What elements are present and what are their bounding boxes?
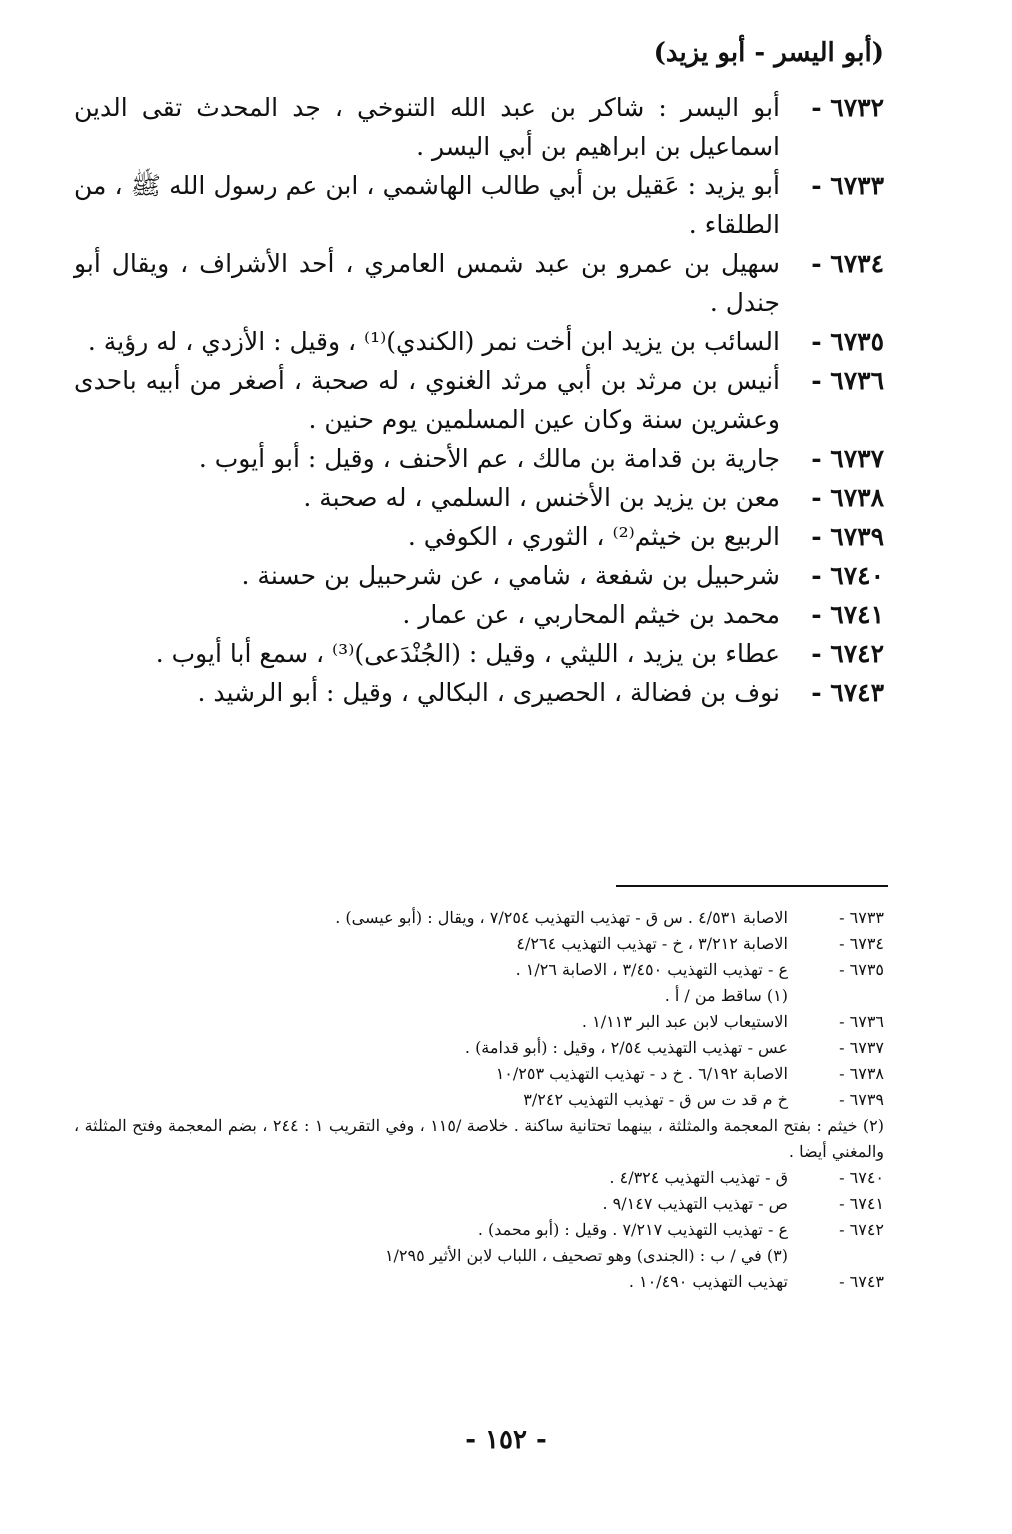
note-number: ٦٧٣٣ -	[839, 908, 884, 927]
entry-number: ٦٧٣٨ -	[811, 483, 884, 512]
footnote: (١) ساقط من / أ .	[664, 986, 788, 1005]
note-number: ٦٧٤٣ -	[839, 1272, 884, 1291]
note	[74, 1165, 884, 1191]
entry-number: ٦٧٤١ -	[811, 600, 884, 629]
note	[74, 1035, 884, 1061]
note	[74, 1061, 884, 1087]
entry-number: ٦٧٣٤ -	[811, 249, 884, 278]
note-text: خ م قد ت س ق - تهذيب التهذيب ٣/٢٤٢	[523, 1090, 788, 1109]
entry	[74, 88, 884, 166]
entry	[74, 166, 884, 244]
entry-number: ٦٧٣٧ -	[811, 444, 884, 473]
entry-number: ٦٧٣٦ -	[811, 366, 884, 395]
note-number: ٦٧٣٧ -	[839, 1038, 884, 1057]
note	[74, 957, 884, 983]
note-text: الاصابة ٦/١٩٢ . خ د - تهذيب التهذيب ١٠/٢٥٣	[495, 1064, 788, 1083]
entry	[74, 517, 884, 556]
note-text: ق - تهذيب التهذيب ٤/٣٢٤ .	[609, 1168, 788, 1187]
entries-list	[74, 88, 884, 712]
entry-number: ٦٧٣٣ -	[811, 171, 884, 200]
entry	[74, 595, 884, 634]
entry-text: شرحبيل بن شفعة ، شامي ، عن شرحبيل بن حسنة .	[241, 561, 780, 590]
footnote: (٣) في / ب : (الجندى) وهو تصحيف ، اللباب لابن الأثير ١/٢٩٥	[384, 1246, 788, 1265]
entry-text: السائب بن يزيد ابن أخت نمر (الكندي)⁽¹⁾ ، وقيل : الأزدي ، له رؤية .	[87, 327, 780, 356]
notes-list	[74, 905, 884, 1295]
page-number: - ١٥٢ -	[465, 1425, 547, 1455]
note-number: ٦٧٣٦ -	[839, 1012, 884, 1031]
note-text: ع - تهذيب التهذيب ٧/٢١٧ . وقيل : (أبو محمد) .	[477, 1220, 788, 1239]
entry	[74, 478, 884, 517]
entry-text: الربيع بن خيثم⁽²⁾ ، الثوري ، الكوفي .	[407, 522, 780, 551]
note-text: ع - تهذيب التهذيب ٣/٤٥٠ ، الاصابة ١/٢٦ .	[515, 960, 788, 979]
note-text: ص - تهذيب التهذيب ٩/١٤٧ .	[602, 1194, 788, 1213]
entry-text: جارية بن قدامة بن مالك ، عم الأحنف ، وقيل : أبو أيوب .	[198, 444, 780, 473]
note-number: ٦٧٤١ -	[839, 1194, 884, 1213]
entry	[74, 439, 884, 478]
note-number: ٦٧٤٠ -	[839, 1168, 884, 1187]
entry-text: أنيس بن مرثد بن أبي مرثد الغنوي ، له صحبة ، أصغر من أبيه باحدى وعشرين سنة وكان عين المسلمين يوم حنين .	[74, 366, 780, 434]
note	[74, 1087, 884, 1113]
note	[74, 931, 884, 957]
entry-text: نوف بن فضالة ، الحصيرى ، البكالي ، وقيل : أبو الرشيد .	[197, 678, 780, 707]
entry-text: محمد بن خيثم المحاربي ، عن عمار .	[402, 600, 780, 629]
entry	[74, 244, 884, 322]
note	[74, 1009, 884, 1035]
entry	[74, 322, 884, 361]
page-header: (أبو اليسر - أبو يزيد)	[653, 38, 884, 68]
note	[74, 905, 884, 931]
note	[74, 1269, 884, 1295]
entry-text: أبو اليسر : شاكر بن عبد الله التنوخي ، جد المحدث تقى الدين اسماعيل بن ابراهيم بن أبي اليسر .	[74, 93, 780, 161]
entry	[74, 556, 884, 595]
entry-text: معن بن يزيد بن الأخنس ، السلمي ، له صحبة .	[303, 483, 780, 512]
entry-number: ٦٧٤٣ -	[811, 678, 884, 707]
entry-text: أبو يزيد : عَقيل بن أبي طالب الهاشمي ، ابن عم رسول الله ﷺ ، من الطلقاء .	[74, 171, 780, 239]
entry	[74, 361, 884, 439]
entry-text: سهيل بن عمرو بن عبد شمس العامري ، أحد الأشراف ، ويقال أبو جندل .	[74, 249, 780, 317]
footnote-separator	[616, 885, 888, 887]
note-text: الاصابة ٣/٢١٢ ، خ - تهذيب التهذيب ٤/٢٦٤	[516, 934, 788, 953]
note-number: ٦٧٣٨ -	[839, 1064, 884, 1083]
note-number: ٦٧٣٤ -	[839, 934, 884, 953]
note-number: ٦٧٤٢ -	[839, 1220, 884, 1239]
entry-number: ٦٧٣٥ -	[811, 327, 884, 356]
entry-number: ٦٧٤٠ -	[811, 561, 884, 590]
entry-text: عطاء بن يزيد ، الليثي ، وقيل : (الجُنْدَعى)⁽³⁾ ، سمع أبا أيوب .	[155, 639, 780, 668]
entry-number: ٦٧٣٩ -	[811, 522, 884, 551]
note	[74, 1191, 884, 1217]
note-text: عس - تهذيب التهذيب ٢/٥٤ ، وقيل : (أبو قدامة) .	[464, 1038, 788, 1057]
note-text: الاستيعاب لابن عبد البر ١/١١٣ .	[581, 1012, 788, 1031]
entry	[74, 634, 884, 673]
note-number: ٦٧٣٥ -	[839, 960, 884, 979]
footnote: (٢) خيثم : بفتح المعجمة والمثلثة ، بينهما تحتانية ساكنة . خلاصة /١١٥ ، وفي التقريب ١ : ٢٤٤ ، بضم المعجمة وفتح المثلثة ، والمغني أيضا .	[74, 1116, 885, 1161]
entry	[74, 673, 884, 712]
note-number: ٦٧٣٩ -	[839, 1090, 884, 1109]
note-text: الاصابة ٤/٥٣١ . س ق - تهذيب التهذيب ٧/٢٥٤ ، ويقال : (أبو عيسى) .	[335, 908, 788, 927]
note-text: تهذيب التهذيب ١٠/٤٩٠ .	[628, 1272, 788, 1291]
note	[74, 1217, 884, 1243]
entry-number: ٦٧٤٢ -	[811, 639, 884, 668]
entry-number: ٦٧٣٢ -	[811, 93, 884, 122]
